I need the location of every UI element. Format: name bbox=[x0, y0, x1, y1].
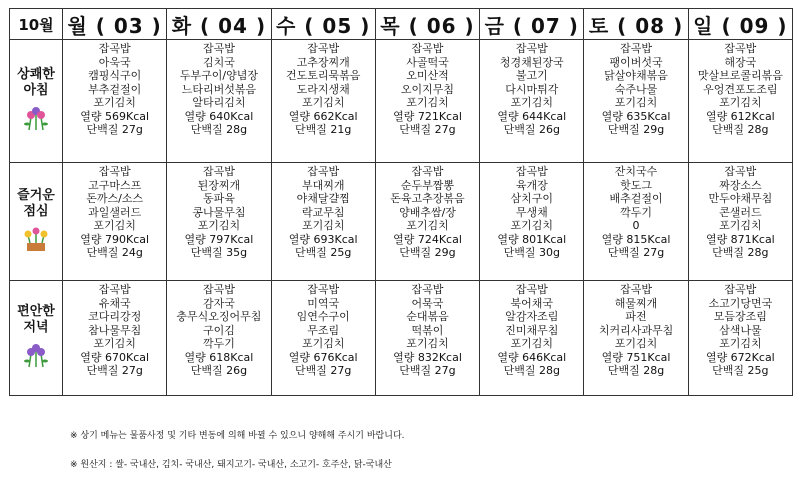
dish-item: 알감자조림 bbox=[505, 310, 559, 323]
dish-item: 김치국 bbox=[202, 55, 235, 69]
menu-cell bbox=[271, 163, 375, 281]
day-name: 수 bbox=[276, 13, 297, 38]
dish-item: 고추장찌개 bbox=[296, 55, 350, 69]
dish-item: 콘샐러드 bbox=[719, 205, 762, 219]
day-header-wed: 수 ( 05 ) bbox=[271, 9, 375, 40]
calorie-value: 열량 640Kcal bbox=[184, 109, 254, 123]
dish-item: 파전 bbox=[625, 310, 647, 323]
day-date: 09 bbox=[739, 13, 770, 38]
calorie-value: 열량 693Kcal bbox=[288, 232, 358, 246]
day-name: 토 bbox=[588, 13, 610, 38]
menu-cell bbox=[375, 163, 479, 281]
day-header-thu: 목 ( 06 ) bbox=[375, 9, 479, 40]
protein-value: 단백질 27g bbox=[86, 364, 143, 377]
dish-item: 청경채된장국 bbox=[499, 55, 564, 69]
protein-value: 단백질 25g bbox=[712, 364, 769, 377]
dish-item: 포기김치 bbox=[301, 96, 345, 109]
menu-cell bbox=[480, 40, 584, 163]
calorie-value: 열량 644Kcal bbox=[497, 109, 567, 123]
menu-cell bbox=[688, 40, 792, 163]
protein-value: 단백질 27g bbox=[399, 123, 456, 136]
dish-item: 콩나물무침 bbox=[192, 205, 246, 219]
meal-label-line2: 점심 bbox=[23, 203, 49, 219]
dish-item: 어묵국 bbox=[411, 296, 444, 310]
dish-item: 포기김치 bbox=[301, 337, 345, 350]
calorie-value: 열량 618Kcal bbox=[184, 350, 254, 364]
dish-item: 포기김치 bbox=[197, 219, 241, 232]
dish-item: 숙주나물 bbox=[614, 82, 658, 96]
protein-value: 단백질 28g bbox=[712, 246, 769, 259]
dish-item: 맛살브로콜리볶음 bbox=[697, 69, 783, 82]
dish-item: 해장국 bbox=[724, 55, 757, 69]
dish-item: 부대찌개 bbox=[301, 178, 345, 192]
dish-item: 포기김치 bbox=[406, 219, 449, 232]
dish-item: 도라지생채 bbox=[296, 82, 350, 96]
dish-item: 포기김치 bbox=[93, 96, 136, 109]
dish-item: 오이지무침 bbox=[400, 82, 455, 96]
protein-value: 단백질 25g bbox=[295, 246, 352, 259]
dish-item: 포기김치 bbox=[510, 337, 554, 350]
dish-item: 잡곡밥 bbox=[411, 165, 444, 178]
protein-value: 단백질 27g bbox=[86, 123, 143, 136]
calorie-value: 열량 797Kcal bbox=[184, 232, 254, 246]
calorie-value: 열량 832Kcal bbox=[393, 350, 462, 364]
dish-item: 부추겉절이 bbox=[88, 82, 142, 96]
dish-item: 불고기 bbox=[515, 69, 548, 82]
calorie-value: 열량 790Kcal bbox=[80, 232, 150, 246]
dish-item: 잡곡밥 bbox=[411, 42, 444, 55]
dish-item: 떡볶이 bbox=[411, 323, 444, 337]
protein-value: 단백질 30g bbox=[503, 246, 560, 259]
protein-value: 단백질 24g bbox=[86, 246, 143, 259]
day-name: 월 bbox=[67, 13, 88, 38]
dish-item: 감자국 bbox=[202, 296, 235, 310]
meal-label-line1: 상쾌한 bbox=[17, 67, 55, 82]
dish-item: 0 bbox=[632, 219, 640, 232]
dish-item: 양배추쌈/장 bbox=[399, 205, 456, 219]
dish-item: 해물찌개 bbox=[614, 296, 658, 310]
menu-cell bbox=[375, 281, 479, 396]
day-date: 05 bbox=[322, 13, 353, 38]
day-date: 07 bbox=[530, 13, 561, 38]
dish-item: 무조림 bbox=[307, 323, 340, 337]
calorie-value: 열량 724Kcal bbox=[393, 232, 462, 246]
day-header-mon: 월 ( 03 ) bbox=[63, 9, 167, 40]
weekly-menu-table bbox=[9, 8, 793, 396]
menu-cell bbox=[271, 281, 375, 396]
dish-item: 다시마튀각 bbox=[505, 82, 559, 96]
dish-item: 포기김치 bbox=[510, 96, 554, 109]
dish-item: 미역국 bbox=[307, 296, 340, 310]
dish-item: 잡곡밥 bbox=[620, 283, 652, 296]
dish-item: 포기김치 bbox=[406, 96, 449, 109]
day-date: 08 bbox=[635, 13, 666, 38]
menu-cell bbox=[688, 163, 792, 281]
calorie-value: 열량 646Kcal bbox=[497, 350, 567, 364]
protein-value: 단백질 26g bbox=[190, 364, 248, 377]
dish-item: 팽이버섯국 bbox=[609, 55, 663, 69]
dish-item: 포기김치 bbox=[719, 337, 762, 350]
dish-item: 잡곡밥 bbox=[98, 42, 131, 55]
calorie-value: 열량 670Kcal bbox=[80, 350, 150, 364]
dish-item: 순두부짬뽕 bbox=[400, 178, 455, 192]
calorie-value: 열량 721Kcal bbox=[393, 109, 462, 123]
dish-item: 삼치구이 bbox=[510, 192, 554, 205]
dish-item: 진미채무침 bbox=[505, 323, 559, 337]
flower-pot-icon bbox=[19, 226, 53, 252]
calorie-value: 열량 815Kcal bbox=[601, 232, 671, 246]
day-header-sun: 일 ( 09 ) bbox=[688, 9, 792, 40]
dish-item: 잡곡밥 bbox=[724, 42, 757, 55]
dish-item: 포기김치 bbox=[719, 219, 762, 232]
meal-row-breakfast bbox=[10, 40, 793, 163]
dish-item: 알타리김치 bbox=[192, 96, 246, 109]
day-name: 목 bbox=[380, 13, 401, 38]
protein-value: 단백질 29g bbox=[399, 246, 456, 259]
dish-item: 잡곡밥 bbox=[411, 283, 444, 296]
dish-item: 포기김치 bbox=[510, 219, 554, 232]
dish-item: 잡곡밥 bbox=[307, 42, 340, 55]
origin-note: ※ 원산지 : 쌀- 국내산, 김치- 국내산, 돼지고기- 국내산, 소고기- 호주산, 닭-국내산 bbox=[70, 460, 392, 470]
protein-value: 단백질 27g bbox=[607, 246, 665, 259]
day-date: 03 bbox=[113, 13, 144, 38]
dish-item: 모듬장조림 bbox=[713, 310, 767, 323]
dish-item: 만두야채무침 bbox=[708, 192, 773, 205]
calorie-value: 열량 569Kcal bbox=[80, 109, 150, 123]
protein-value: 단백질 28g bbox=[712, 123, 769, 136]
dish-item: 잡곡밥 bbox=[307, 165, 340, 178]
dish-item: 잡곡밥 bbox=[724, 283, 757, 296]
dish-item: 잡곡밥 bbox=[307, 283, 340, 296]
dish-item: 두부구이/양념장 bbox=[179, 69, 258, 82]
day-date: 06 bbox=[426, 13, 457, 38]
meal-label-line2: 저녁 bbox=[23, 320, 49, 335]
meal-label-dinner bbox=[10, 281, 63, 396]
dish-item: 포기김치 bbox=[93, 337, 136, 350]
protein-value: 단백질 29g bbox=[607, 123, 665, 136]
dish-item: 잡곡밥 bbox=[515, 283, 548, 296]
protein-value: 단백질 21g bbox=[295, 123, 352, 136]
meal-label-breakfast bbox=[10, 40, 63, 163]
day-header-tue: 화 ( 04 ) bbox=[167, 9, 271, 40]
dish-item: 캠핑식구이 bbox=[88, 69, 142, 82]
dish-item: 깍두기 bbox=[202, 337, 235, 350]
dish-item: 구이김 bbox=[202, 323, 235, 337]
dish-item: 아욱국 bbox=[98, 55, 131, 69]
dish-item: 핫도그 bbox=[620, 178, 652, 192]
protein-value: 단백질 28g bbox=[607, 364, 665, 377]
dish-item: 된장찌개 bbox=[197, 178, 241, 192]
day-date: 04 bbox=[218, 13, 248, 38]
dish-item: 순대볶음 bbox=[406, 310, 449, 323]
dish-item: 우엉견포도조림 bbox=[703, 82, 778, 96]
protein-value: 단백질 27g bbox=[399, 364, 456, 377]
month-header: 10월 bbox=[10, 9, 63, 40]
menu-cell bbox=[584, 281, 688, 396]
calorie-value: 열량 676Kcal bbox=[288, 350, 358, 364]
dish-item: 임연수구이 bbox=[296, 310, 350, 323]
dish-item: 과일샐러드 bbox=[88, 205, 142, 219]
meal-label-line1: 즐거운 bbox=[17, 187, 55, 203]
dish-item: 락교무침 bbox=[301, 205, 345, 219]
protein-value: 단백질 26g bbox=[503, 123, 560, 136]
protein-value: 단백질 35g bbox=[190, 246, 248, 259]
calorie-value: 열량 662Kcal bbox=[288, 109, 358, 123]
dish-item: 잡곡밥 bbox=[98, 165, 131, 178]
protein-value: 단백질 28g bbox=[503, 364, 560, 377]
menu-cell bbox=[63, 40, 167, 163]
dish-item: 육개장 bbox=[515, 178, 548, 192]
flower-bouquet-icon bbox=[19, 342, 53, 368]
dish-item: 포기김치 bbox=[614, 337, 658, 350]
menu-cell bbox=[167, 163, 271, 281]
day-header-sat: 토 ( 08 ) bbox=[584, 9, 688, 40]
dish-item: 유채국 bbox=[98, 296, 131, 310]
meal-label-lunch bbox=[10, 163, 63, 281]
dish-item: 건도토리묵볶음 bbox=[286, 69, 361, 82]
protein-value: 단백질 28g bbox=[190, 123, 248, 136]
day-name: 금 bbox=[484, 13, 505, 38]
day-name: 일 bbox=[693, 13, 714, 38]
dish-item: 잡곡밥 bbox=[620, 42, 652, 55]
dish-item: 충무식오징어무침 bbox=[176, 310, 262, 323]
calorie-value: 열량 871Kcal bbox=[705, 232, 775, 246]
menu-cell bbox=[375, 40, 479, 163]
dish-item: 잔치국수 bbox=[614, 165, 658, 178]
calorie-value: 열량 635Kcal bbox=[601, 109, 671, 123]
dish-item: 깍두기 bbox=[620, 205, 652, 219]
menu-cell bbox=[271, 40, 375, 163]
dish-item: 포기김치 bbox=[301, 219, 345, 232]
menu-cell bbox=[167, 281, 271, 396]
menu-cell bbox=[167, 40, 271, 163]
day-header-fri: 금 ( 07 ) bbox=[480, 9, 584, 40]
meal-label-line2: 아침 bbox=[23, 83, 49, 98]
dish-item: 사골떡국 bbox=[406, 55, 449, 69]
menu-cell bbox=[480, 163, 584, 281]
dish-item: 야채달걀찜 bbox=[296, 192, 350, 205]
menu-cell bbox=[63, 163, 167, 281]
dish-item: 돈까스/소스 bbox=[86, 192, 144, 205]
header-row bbox=[10, 9, 793, 40]
dish-item: 참나물무침 bbox=[88, 323, 142, 337]
dish-item: 느타리버섯볶음 bbox=[181, 82, 257, 96]
notice-note: ※ 상기 메뉴는 물품사정 및 기타 변동에 의해 바뀔 수 있으니 양해해 주시기 바랍니다. bbox=[70, 431, 405, 441]
dish-item: 잡곡밥 bbox=[515, 165, 548, 178]
flower-bouquet-icon bbox=[19, 105, 53, 131]
calorie-value: 열량 672Kcal bbox=[705, 350, 775, 364]
meal-row-lunch bbox=[10, 163, 793, 281]
meal-row-dinner bbox=[10, 281, 793, 396]
dish-item: 잡곡밥 bbox=[202, 165, 235, 178]
dish-item: 오미산적 bbox=[406, 69, 449, 82]
dish-item: 무생채 bbox=[515, 205, 548, 219]
dish-item: 배추겉절이 bbox=[609, 192, 663, 205]
calorie-value: 열량 801Kcal bbox=[497, 232, 567, 246]
menu-cell bbox=[584, 163, 688, 281]
dish-item: 포기김치 bbox=[93, 219, 136, 232]
protein-value: 단백질 27g bbox=[295, 364, 352, 377]
dish-item: 소고기당면국 bbox=[708, 296, 773, 310]
dish-item: 잡곡밥 bbox=[202, 283, 235, 296]
dish-item: 돈육고추장볶음 bbox=[390, 192, 465, 205]
meal-label-line1: 편안한 bbox=[17, 304, 55, 319]
menu-cell bbox=[480, 281, 584, 396]
menu-cell bbox=[63, 281, 167, 396]
calorie-value: 열량 751Kcal bbox=[601, 350, 671, 364]
dish-item: 고구마스프 bbox=[88, 178, 142, 192]
dish-item: 포기김치 bbox=[614, 96, 658, 109]
dish-item: 치커리사과무침 bbox=[598, 323, 674, 337]
dish-item: 동파육 bbox=[202, 192, 235, 205]
dish-item: 북어채국 bbox=[510, 296, 554, 310]
menu-cell bbox=[584, 40, 688, 163]
dish-item: 잡곡밥 bbox=[202, 42, 235, 55]
dish-item: 짜장소스 bbox=[719, 178, 762, 192]
day-name: 화 bbox=[171, 13, 193, 38]
dish-item: 포기김치 bbox=[719, 96, 762, 109]
dish-item: 잡곡밥 bbox=[98, 283, 131, 296]
dish-item: 삼색나물 bbox=[719, 323, 762, 337]
menu-body bbox=[10, 40, 793, 396]
menu-cell bbox=[688, 281, 792, 396]
dish-item: 닭살야채볶음 bbox=[604, 69, 668, 82]
dish-item: 포기김치 bbox=[406, 337, 449, 350]
calorie-value: 열량 612Kcal bbox=[705, 109, 775, 123]
dish-item: 잡곡밥 bbox=[724, 165, 757, 178]
dish-item: 코다리강정 bbox=[88, 310, 142, 323]
dish-item: 잡곡밥 bbox=[515, 42, 548, 55]
